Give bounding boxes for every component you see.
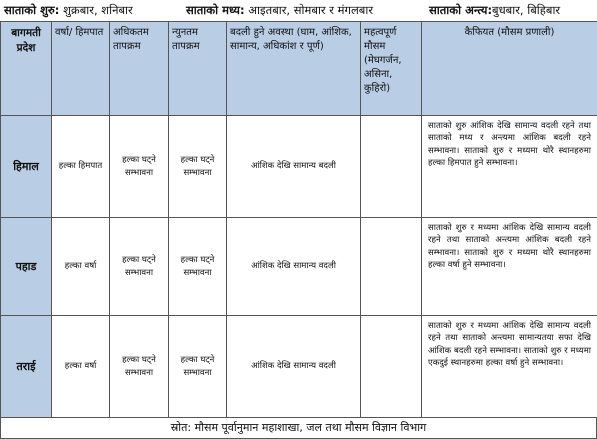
- col-header-max-temp: अधिकतम तापक्रम: [110, 22, 169, 116]
- remark-cell: साताको शुरु र मध्यमा आंशिक देखि सामान्य वदली रहने तथा साताको अन्त्यमा सामान्यतया सफा देखि आंशिक बदली रहने सम्भावना। साताको शुरु र मध्यमा एकदुई स्थानहरुमा हल्का वर्षा हुने सम्भावना।: [422, 316, 597, 418]
- min-temp-cell: हल्का घट्ने सम्भावना: [169, 218, 227, 316]
- weather-forecast-table: [0, 21, 597, 418]
- cloud-cell: आंशिक देखि सामान्य वदली: [227, 218, 361, 316]
- col-header-precip: वर्षा/ हिमपात: [52, 22, 110, 116]
- precip-cell: हल्का वर्षा: [52, 316, 110, 418]
- min-temp-cell: हल्का घट्ने सम्भावना: [169, 316, 227, 418]
- col-header-region: बागमती प्रदेश: [1, 22, 52, 116]
- source-note: स्रोत: मौसम पूर्वानुमान महाशाखा, जल तथा मौसम विज्ञान विभाग: [0, 417, 597, 439]
- region-cell: तराई: [1, 316, 52, 418]
- col-header-min-temp: न्युनतम तापक्रम: [169, 22, 227, 116]
- col-header-remarks: कैफियत (मौसम प्रणाली): [422, 22, 597, 116]
- week-mid-text: साताको मध्य: आइतबार, सोमबार र मंगलबार: [186, 3, 374, 17]
- week-summary-header: [0, 0, 597, 21]
- weather-cell: [361, 218, 422, 316]
- table-row: [1, 218, 597, 316]
- table-row: [1, 316, 597, 418]
- max-temp-cell: हल्का घट्ने सम्भावना: [110, 116, 169, 218]
- max-temp-cell: हल्का घट्ने सम्भावना: [110, 218, 169, 316]
- table-header-row: [1, 22, 597, 116]
- remark-cell: साताको शुरु र मध्यमा आंशिक देखि सामान्य वदली रहने तथा साताको अन्त्यमा आंशिक बदली रहने सम्भावना। साताको शुरु र मध्यमा थोरै स्थानहरुमा हल्का वर्षा हुने सम्भावना।: [422, 218, 597, 316]
- table-row: [1, 116, 597, 218]
- week-end-text: साताको अन्त्य:बुधबार, बिहिबार: [429, 3, 561, 17]
- cloud-cell: आंशिक देखि सामान्य बदली: [227, 116, 361, 218]
- week-start-text: साताको शुरु: शुक्रबार, शनिबार: [4, 3, 133, 17]
- precip-cell: हल्का वर्षा: [52, 218, 110, 316]
- remark-cell: साताको शुरु आंशिक देखि सामान्य वदली रहने तथा साताको मध्य र अन्त्यमा आंशिक बदली रहने सम्भावना। साताको शुरु र मध्यमा थोरै स्थानहरुमा हल्का हिमपात हुने सम्भावना।: [422, 116, 597, 218]
- weather-cell: [361, 116, 422, 218]
- region-cell: पहाड: [1, 218, 52, 316]
- col-header-cloud: बदली हुने अवस्था (घाम, आंशिक, सामान्य, अधिकांश र पूर्ण): [227, 22, 361, 116]
- min-temp-cell: हल्का घट्ने सम्भावना: [169, 116, 227, 218]
- weather-cell: [361, 316, 422, 418]
- region-cell: हिमाल: [1, 116, 52, 218]
- col-header-significant-weather: महत्वपूर्ण मौसम (मेघगर्जन, असिना, कुहिरो): [361, 22, 422, 116]
- cloud-cell: आंशिक देखि सामान्य वदली: [227, 316, 361, 418]
- precip-cell: हल्का हिमपात: [52, 116, 110, 218]
- max-temp-cell: हल्का घट्ने सम्भावना: [110, 316, 169, 418]
